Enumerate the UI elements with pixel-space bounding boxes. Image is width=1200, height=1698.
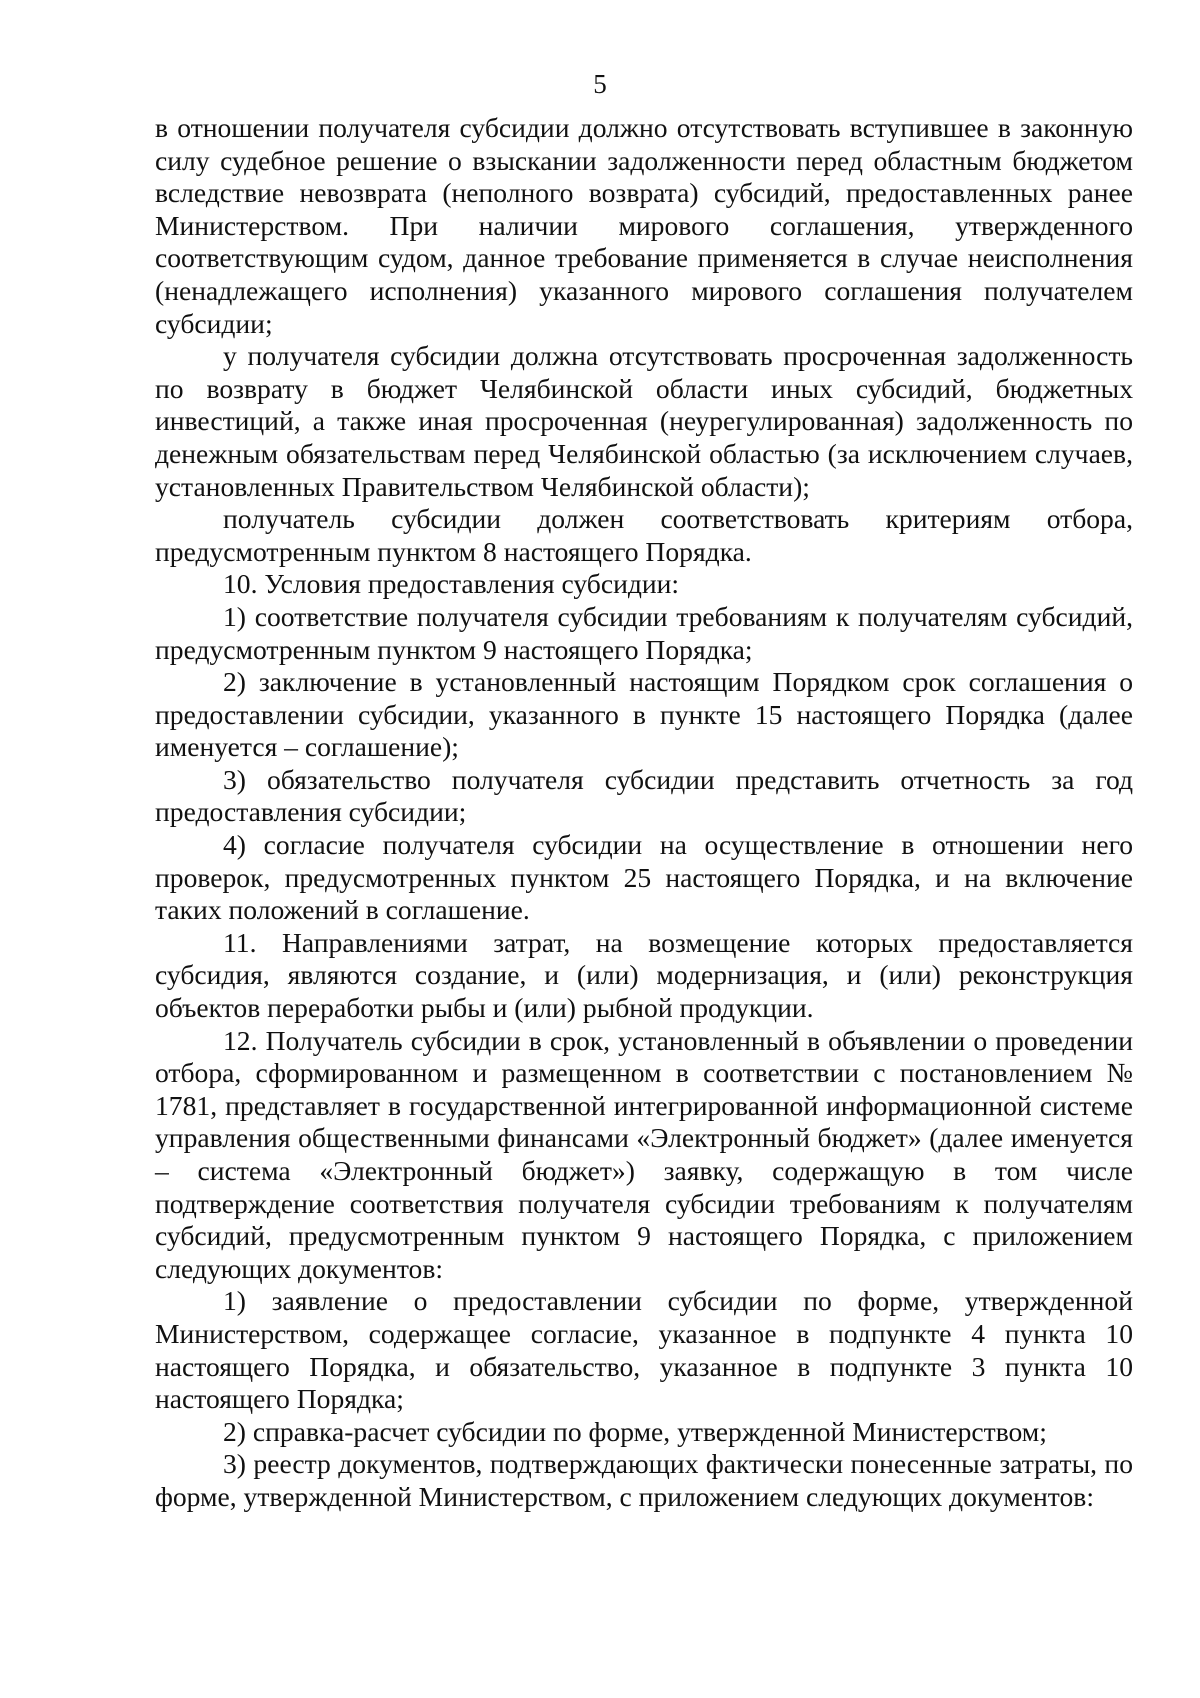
- paragraph-heading-10: 10. Условия предоставления субсидии:: [223, 568, 680, 600]
- paragraph: получатель субсидии должен соответствовать критериям отбора, предусмотренным пунктом 8 настоящего Порядка.: [155, 503, 1133, 567]
- document-text-body: [155, 112, 1133, 1514]
- page-number: 5: [593, 69, 607, 99]
- paragraph: в отношении получателя субсидии должно отсутствовать вступившее в законную силу судебное решение о взыскании задолженности перед областным бюджетом вследствие невозврата (неполного возврата) субсидий, предоставленных ранее Министерством. При наличии мирового соглашения, утвержденного соответствующим судом, данное требование применяется в случае неисполнения (ненадлежащего исполнения) указанного мирового соглашения получателем субсидии;: [155, 112, 1133, 339]
- paragraph: 1) соответствие получателя субсидии требованиям к получателям субсидий, предусмотренным пунктом 9 настоящего Порядка;: [155, 600, 1133, 665]
- paragraph-item-12: 12. Получатель субсидии в срок, установленный в объявлении о проведении отбора, сформированном и размещенном в соответствии с постановлением № 1781, представляет в государственной интегрированной информационной системе управления общественными финансами «Электронный бюджет» (далее именуется – система «Электронный бюджет») заявку, содержащую в том числе подтверждение соответствия получателя субсидии требованиям к получателям субсидий, предусмотренным пунктом 9 настоящего Порядка, с приложением следующих документов:: [155, 1024, 1133, 1284]
- paragraph-item-11: 11. Направлениями затрат, на возмещение которых предоставляется субсидия, являются создание, и (или) модернизация, и (или) реконструкция объектов переработки рыбы и (или) рыбной продукции.: [155, 926, 1133, 1024]
- paragraph: 1) заявление о предоставлении субсидии по форме, утвержденной Министерством, содержащее согласие, указанное в подпункте 4 пункта 10 настоящего Порядка, и обязательство, указанное в подпункте 3 пункта 10 настоящего Порядка;: [155, 1285, 1133, 1415]
- paragraph: 4) согласие получателя субсидии на осуществление в отношении него проверок, предусмотренных пунктом 25 настоящего Порядка, и на включение таких положений в соглашение.: [155, 829, 1133, 926]
- paragraph: 3) обязательство получателя субсидии представить отчетность за год предоставления субсидии;: [155, 763, 1133, 828]
- paragraph: 2) заключение в установленный настоящим Порядком срок соглашения о предоставлении субсидии, указанного в пункте 15 настоящего Порядка (далее именуется – соглашение);: [155, 666, 1133, 763]
- paragraph: у получателя субсидии должна отсутствовать просроченная задолженность по возврату в бюджет Челябинской области иных субсидий, бюджетных инвестиций, а также иная просроченная (неурегулированная) задолженность по денежным обязательствам перед Челябинской областью (за исключением случаев, установленных Правительством Челябинской области);: [155, 340, 1133, 502]
- paragraph: 3) реестр документов, подтверждающих фактически понесенные затраты, по форме, утвержденной Министерством, с приложением следующих документов:: [155, 1448, 1133, 1512]
- paragraph: 2) справка-расчет субсидии по форме, утвержденной Министерством;: [223, 1415, 1047, 1447]
